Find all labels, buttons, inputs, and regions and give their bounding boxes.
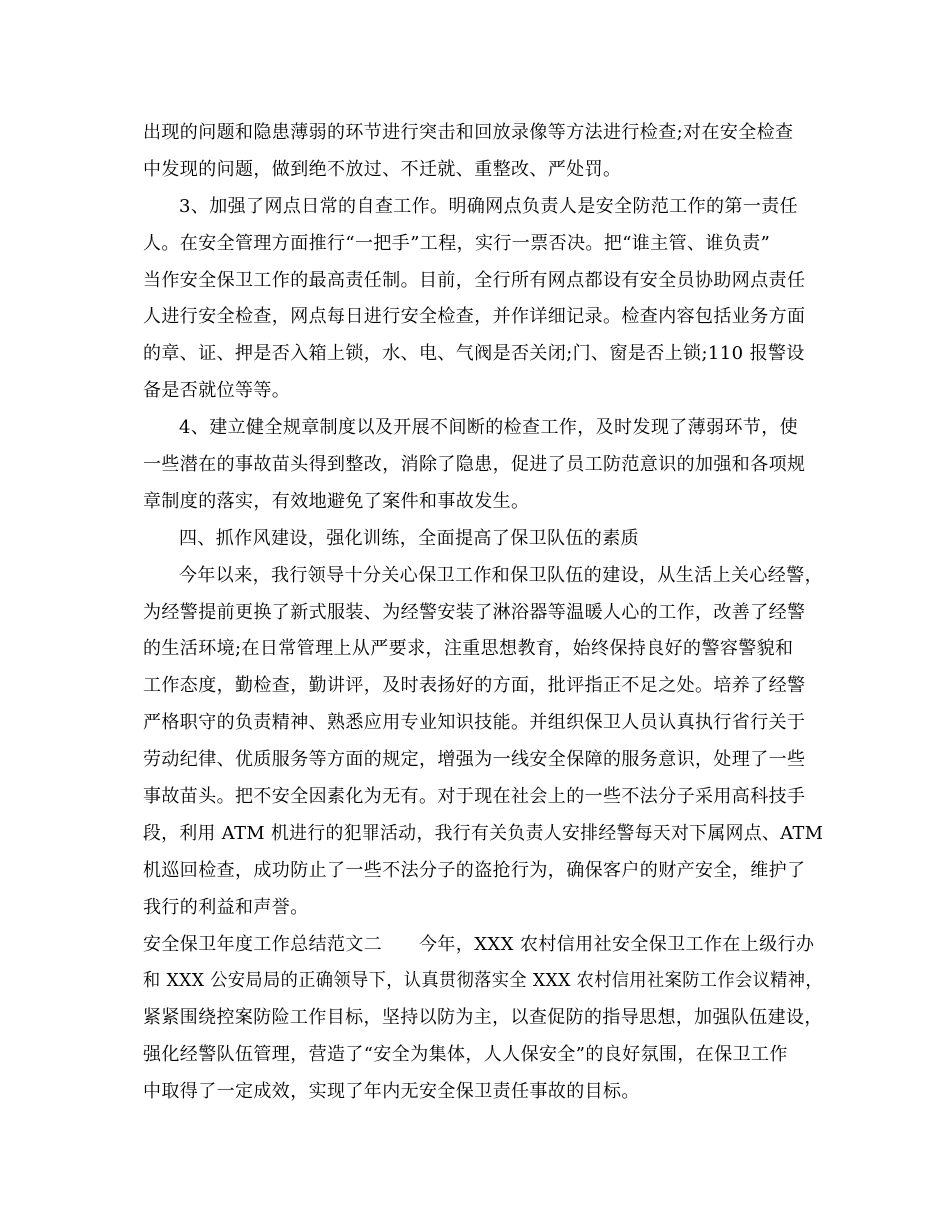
- text-line: 中取得了一定成效，实现了年内无安全保卫责任事故的目标。: [143, 1081, 640, 1103]
- text-line: 强化经警队伍管理，营造了“安全为集体，人人保安全”的良好氛围，在保卫工作: [143, 1044, 788, 1066]
- text-line: 紧紧围绕控案防险工作目标，坚持以防为主，以查促防的指导思想，加强队伍建设，: [143, 1007, 823, 1029]
- document-body: [143, 115, 823, 1111]
- text-line: 人进行安全检查，网点每日进行安全检查，并作详细记录。检查内容包括业务方面: [143, 306, 806, 328]
- text-line: 一些潜在的事故苗头得到整改，消除了隐患，促进了员工防范意识的加强和各项规: [143, 454, 806, 476]
- text-line: 的生活环境;在日常管理上从严要求，注重思想教育，始终保持良好的警容警貌和: [143, 638, 794, 660]
- text-line: 机巡回检查，成功防止了一些不法分子的盗抢行为，确保客户的财产安全，维护了: [143, 859, 806, 881]
- text-line: 出现的问题和隐患薄弱的环节进行突击和回放录像等方法进行检查;对在安全检查: [143, 122, 794, 143]
- text-line: 中发现的问题，做到绝不放过、不迁就、重整改、严处罚。: [143, 158, 622, 180]
- text-line: 安全保卫年度工作总结范文二 今年，XXX 农村信用社安全保卫工作在上级行办: [143, 933, 815, 955]
- text-line: 的章、证、押是否入箱上锁，水、电、气阀是否关闭;门、窗是否上锁;110 报警设: [143, 343, 805, 365]
- text-line: 4、建立健全规章制度以及开展不间断的检查工作，及时发现了薄弱环节，使: [179, 417, 799, 439]
- text-line: 段，利用 ATM 机进行的犯罪活动，我行有关负责人安排经警每天对下属网点、ATM: [143, 822, 824, 844]
- text-line: 和 XXX 公安局局的正确领导下，认真贯彻落实全 XXX 农村信用社案防工作会议精神，: [143, 970, 823, 992]
- text-line: 事故苗头。把不安全因素化为无有。对于现在社会上的一些不法分子采用高科技手: [143, 786, 806, 808]
- text-line: 3、加强了网点日常的自查工作。明确网点负责人是安全防范工作的第一责任: [179, 195, 799, 217]
- text-line: 为经警提前更换了新式服装、为经警安装了淋浴器等温暖人心的工作，改善了经警: [143, 601, 806, 623]
- text-line: 章制度的落实，有效地避免了案件和事故发生。: [143, 490, 530, 512]
- text-line: 人。在安全管理方面推行“一把手”工程，实行一票否决。把“谁主管、谁负责”: [143, 232, 771, 254]
- text-line: 劳动纪律、优质服务等方面的规定，增强为一线安全保障的服务意识，处理了一些: [143, 749, 806, 771]
- text-line: 四、抓作风建设，强化训练，全面提高了保卫队伍的素质: [179, 527, 639, 549]
- text-line: 备是否就位等等。: [143, 380, 291, 402]
- text-line: 今年以来，我行领导十分关心保卫工作和保卫队伍的建设，从生活上关心经警，: [179, 564, 823, 586]
- text-line: 我行的利益和声誉。: [143, 896, 309, 918]
- text-line: 工作态度，勤检查，勤讲评，及时表扬好的方面，批评指正不足之处。培养了经警: [143, 675, 806, 697]
- text-line: 严格职守的负责精神、熟悉应用专业知识技能。并组织保卫人员认真执行省行关于: [143, 712, 806, 734]
- text-line: 当作安全保卫工作的最高责任制。目前，全行所有网点都设有安全员协助网点责任: [143, 269, 806, 291]
